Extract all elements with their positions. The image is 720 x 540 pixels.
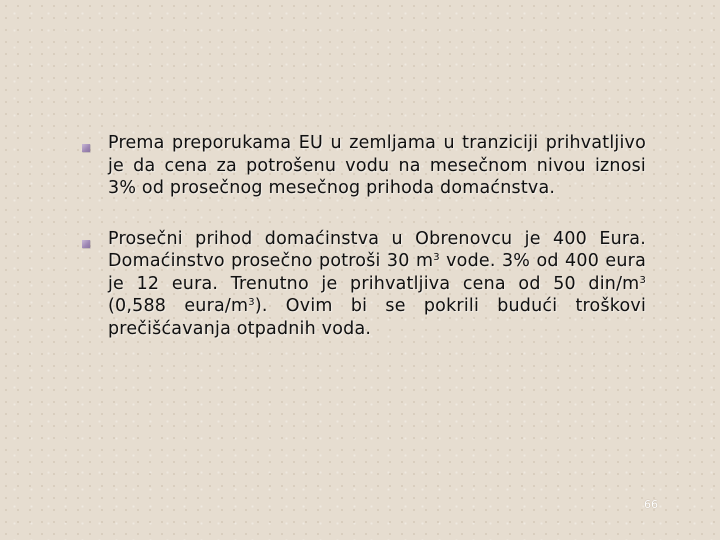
square-bullet-icon	[82, 144, 90, 152]
bullet-text: Prema preporukama EU u zemljama u tranziciji prihvatljivo je da cena za potrošenu vodu na mesečnom nivou iznosi 3% od prosečnog mesečnog prihoda domaćnstva.	[108, 133, 646, 198]
bullet-item-2	[80, 228, 646, 341]
bullet-text	[108, 229, 646, 339]
square-bullet-icon	[82, 240, 90, 248]
bullet-text-part: vode. 3% od 400 eura je 12 eura. Trenutno je prihvatljiva cena od 50 din/m	[108, 251, 646, 294]
superscript: 3	[433, 252, 440, 263]
superscript: 3	[639, 274, 646, 286]
bullet-text-part: ). Ovim bi se pokrili budući troškovi prečišćavanja otpadnih voda.	[108, 296, 647, 339]
page-number: 66	[644, 498, 658, 511]
bullet-list	[80, 132, 646, 340]
superscript: 3	[248, 297, 255, 308]
bullet-text-part: Prosečni prihod domaćinstva u Obrenovcu je 400 Eura. Domaćinstvo prosečno potroši 30 m	[108, 228, 646, 271]
bullet-text-part: (0,588 eura/m	[108, 296, 249, 316]
bullet-item-1	[80, 132, 646, 200]
